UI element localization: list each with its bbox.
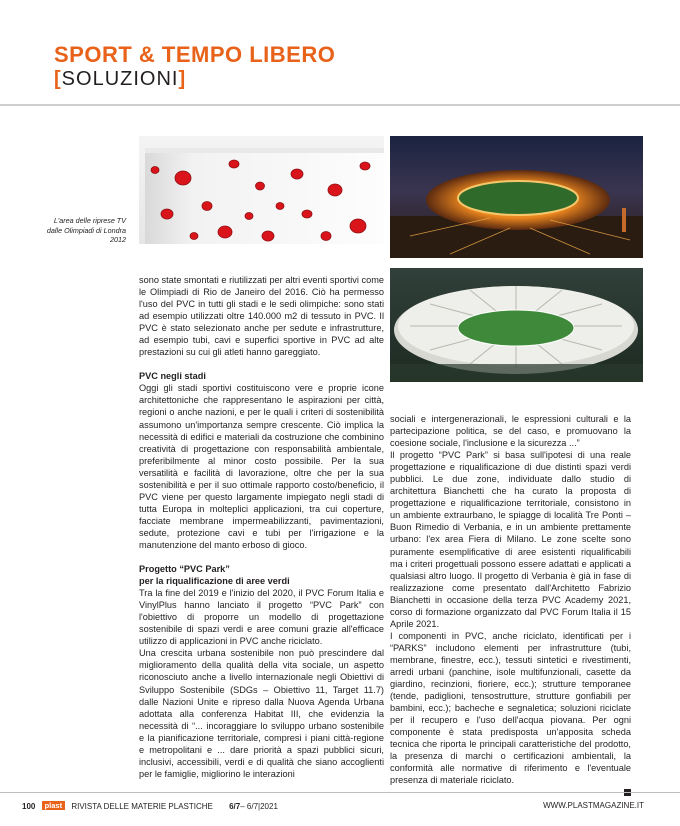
issue-date: – 6/7|2021 [240, 802, 278, 811]
paragraph: sono state smontati e riutilizzati per altri eventi sportivi come le Olimpiadi di Rio de Janeiro del 2016. Ciò ha permesso l'uso del PVC in tutti gli stadi e le sedi olimpiche: sono stati ad esempio utilizzati oltre 140.000 m2 di tessuto in PVC. Il PVC è stato selezionato anche per sedute e infrastrutture, ad esempio tubi, cavi e superfici sportive in PVC ad alte prestazioni su cui gli atleti hanno gareggiato. [139, 275, 384, 358]
paragraph: Il progetto “PVC Park” si basa sull'ipotesi di una reale progettazione e riqualificazione di due distinti spazi verdi pubblici. Le due zone, individuate dallo studio di architettura Bianchetti che ha curato la proposta di progettazione e riqualificazione territoriale, consistono in un ambiente extraurbano, le spiagge di località Tre Ponti – Buon Rimedio di Verbania, e in un ambiente prettamente urbano: l'ex area Fiera di Milano. Le zone scelte sono puramente esemplificative di aree esistenti riqualificabili ma i criteri progettuali possono essere adattati e applicati a qualsiasi altro luogo. Il progetto di Verbania è già in fase di realizzazione come presentato dall'Architetto Fabrizio Bianchetti in occasione della terza PVC Academy 2021, corso di formazione organizzato dal PVC Forum Italia il 15 Aprile 2021. [390, 450, 631, 629]
header-rule [0, 104, 680, 106]
footer-rule [0, 792, 680, 793]
page-number: 100 [22, 802, 36, 811]
subheading-pvc-park: Progetto “PVC Park” [139, 564, 230, 575]
paragraph: sociali e intergenerazionali, le espressioni culturali e la partecipazione politica, se del caso, e promuovano la coesione sociale, l'inclusione e la sicurezza ...” [390, 414, 631, 449]
issue-number: 6/7 [229, 802, 241, 811]
photo-stadium-night [390, 136, 643, 258]
section-subtitle [54, 68, 186, 91]
subheading-pvc-park-line2: per la riqualificazione di aree verdi [139, 576, 290, 587]
photo-stadium-aerial [390, 268, 643, 382]
article-column-right [390, 413, 631, 796]
photo-caption: L'area delle riprese TV dalle Olimpiadi di Londra 2012 [46, 216, 126, 244]
plast-logo: plast [42, 801, 66, 810]
section-title: SPORT & TEMPO LIBERO [54, 42, 336, 67]
article-column-left [139, 274, 384, 780]
paragraph: Oggi gli stadi sportivi costituiscono vere e proprie icone architettoniche che rappresentano le aspirazioni per città, regioni o anche nazioni, e per le quali i criteri di sostenibilità assumono un'importanza sempre crescente. Ciò implica la necessità di edifici e materiali da costruzione che combinino creatività di progettazione con responsabilità ambientale, preferibilmente al minor costo possibile. Per la sua versatilità e facilità di lavorazione, oltre che per la sua sostenibilità e per il suo ottimale rapporto costo/beneficio, il PVC viene per questo largamente impiegato negli stadi di tutta Europa in molteplici applicazioni, tra cui coperture, facciate membrane impermeabilizzanti, pavimentazioni, sedute, protezione cavi e tubi per l'irrigazione e la manutenzione del manto erboso di gioco. [139, 383, 384, 550]
footer-left [22, 801, 278, 811]
photo-broadcast-building [139, 136, 384, 244]
paragraph: Una crescita urbana sostenibile non può prescindere dal miglioramento della qualità della vita sociale, un aspetto riconosciuto anche a livello internazionale negli Obiettivi di Sviluppo Sostenibile (SDGs – Obiettivo 11, Target 11.7) dalle Nazioni Unite e ripreso dalla Nuova Agenda Urbana adottata alla conferenza Habitat III, che evidenzia la necessità di “... incoraggiare lo sviluppo urbano sostenibile e la pianificazione territoriale, compresi i piani città-regione e metropolitani e ... dare priorità a spazi pubblici sicuri, inclusivi, accessibili, verdi e di qualità che siano accoglienti per le famiglie, migliorino le interazioni [139, 648, 384, 779]
subtitle-bracket-close: ] [178, 68, 187, 90]
magazine-name: RIVISTA DELLE MATERIE PLASTICHE [71, 802, 213, 811]
paragraph: Tra la fine del 2019 e l'inizio del 2020, il PVC Forum Italia e VinylPlus hanno lanciato il progetto “PVC Park” con l'obiettivo di proporre un modello di progettazione sostenibile di spazi verdi e aree comuni grazie all'efficace utilizzo di applicazioni in PVC anche riciclato. [139, 588, 384, 647]
subheading-pvc-stadi: PVC negli stadi [139, 371, 206, 382]
subtitle-bracket-open: [ [54, 68, 62, 90]
subtitle-text: SOLUZIONI [61, 68, 179, 90]
paragraph: I componenti in PVC, anche riciclato, identificati per i “PARKS” includono elementi per infrastrutture (tubi, membrane, finestre, ecc.), tessuti sintetici e rivestimenti, arredi urbani (panchine, isole multifunzionali, casette da giardino, recinzioni, fioriere, ecc.); strutture temporanee (tende, padiglioni, tensostrutture, strutture gonfiabili per bambini, ecc.); bacheche e segnaletica; soluzioni riciclate per il recupero e l'uso dell'acqua piovana. Per ogni componente è stata predisposta un'apposita scheda tecnica che riporta le principali caratteristiche del prodotto, la presenza di marchi o certificazioni ambientali, la conformità alle normative di riferimento e l'eventuale presenza di materiale riciclato. [390, 630, 631, 786]
footer-website[interactable]: WWW.PLASTMAGAZINE.IT [543, 801, 644, 810]
